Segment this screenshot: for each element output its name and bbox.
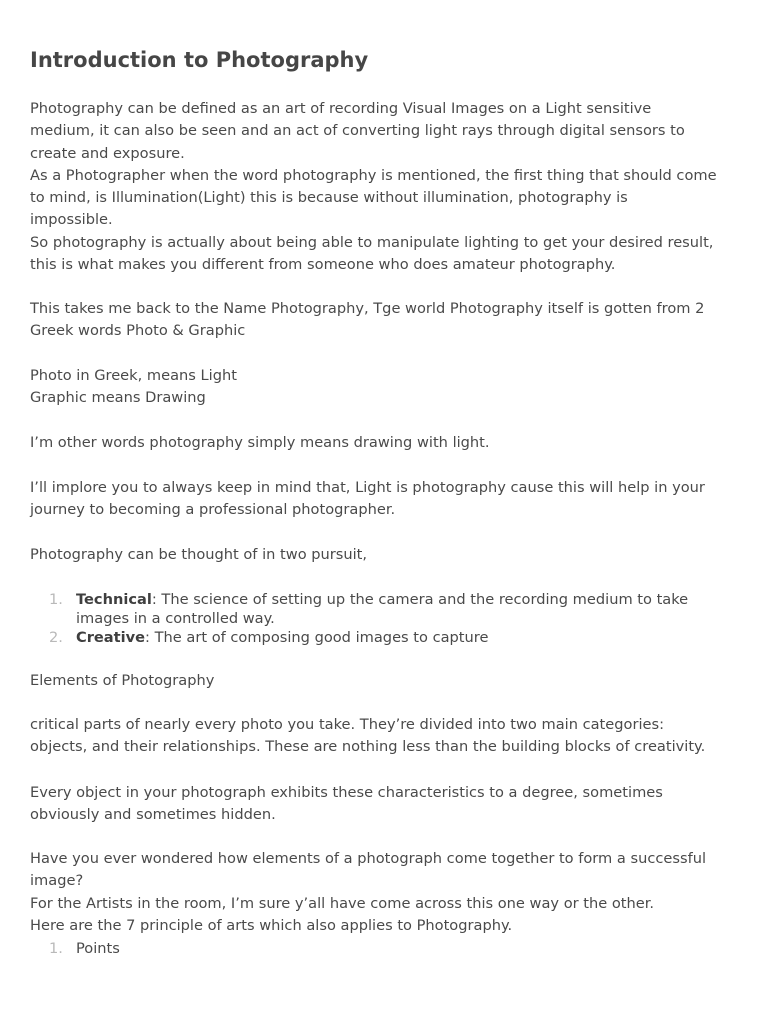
list-item-text (76, 628, 746, 647)
principles-list (30, 939, 746, 958)
meanings-paragraph (30, 365, 746, 410)
principles-intro-line: image? (30, 872, 84, 890)
origin-paragraph (30, 298, 746, 343)
principles-intro-line: For the Artists in the room, I’m sure y’all have come across this one way or the other. (30, 894, 655, 912)
pursuit-intro-paragraph (30, 544, 746, 566)
elements-heading: Elements of Photography (30, 672, 215, 689)
list-item-text (76, 590, 746, 609)
meaning-line: Photo in Greek, means Light (30, 367, 237, 384)
intro-line: impossible. (30, 211, 113, 229)
pursuits-list (30, 590, 746, 647)
technical-description: : The science of setting up the camera and the recording medium to take (151, 591, 689, 608)
intro-line: So photography is actually about being able to manipulate lighting to get your desired result, (30, 233, 714, 251)
intro-line: to mind, is Illumination(Light) this is because without illumination, photography is (30, 189, 628, 207)
characteristics-line: obviously and sometimes hidden. (30, 806, 276, 824)
intro-line: As a Photographer when the word photography is mentioned, the first thing that should come (30, 166, 717, 184)
elements-description-line: critical parts of nearly every photo you take. They’re divided into two main categories: (30, 716, 665, 733)
meaning-line: Graphic means Drawing (30, 389, 206, 407)
summary-paragraph (30, 432, 746, 454)
characteristics-paragraph (30, 782, 746, 827)
characteristics-line: Every object in your photograph exhibits these characteristics to a degree, sometimes (30, 784, 663, 801)
elements-description-paragraph (30, 714, 746, 759)
principles-intro-line: Have you ever wondered how elements of a photograph come together to form a successful (30, 850, 707, 867)
principles-intro-paragraph (30, 848, 746, 937)
elements-heading-paragraph (30, 670, 746, 692)
list-item (30, 590, 746, 628)
intro-line: medium, it can also be seen and an act of converting light rays through digital sensors to (30, 122, 685, 140)
document-title: Introduction to Photography (30, 48, 369, 72)
list-number: 1. (49, 940, 63, 957)
list-number: 2. (49, 629, 63, 646)
principles-intro-line: Here are the 7 principle of arts which also applies to Photography. (30, 916, 513, 934)
intro-line: Photography can be defined as an art of recording Visual Images on a Light sensitive (30, 100, 652, 117)
principle-label: Points (76, 940, 120, 957)
list-item (30, 628, 746, 647)
intro-paragraph (30, 98, 746, 276)
creative-term: Creative (76, 629, 146, 646)
advice-paragraph (30, 477, 746, 522)
summary-line: I’m other words photography simply means drawing with light. (30, 434, 490, 451)
intro-line: this is what makes you different from someone who does amateur photography. (30, 256, 616, 274)
intro-line: create and exposure. (30, 144, 185, 162)
origin-line: This takes me back to the Name Photography, Tge world Photography itself is gotten from 2 (30, 300, 705, 317)
list-item (30, 939, 746, 958)
technical-term: Technical (76, 591, 152, 608)
list-number: 1. (49, 591, 63, 608)
advice-line: I’ll implore you to always keep in mind that, Light is photography cause this will help in your (30, 479, 705, 496)
origin-line: Greek words Photo & Graphic (30, 322, 246, 340)
advice-line: journey to becoming a professional photographer. (30, 501, 396, 519)
pursuit-intro-line: Photography can be thought of in two pursuit, (30, 546, 368, 563)
elements-description-line: objects, and their relationships. These are nothing less than the building blocks of creativity. (30, 738, 706, 756)
list-item-continuation: images in a controlled way. (76, 610, 275, 627)
creative-description: : The art of composing good images to capture (145, 629, 489, 646)
